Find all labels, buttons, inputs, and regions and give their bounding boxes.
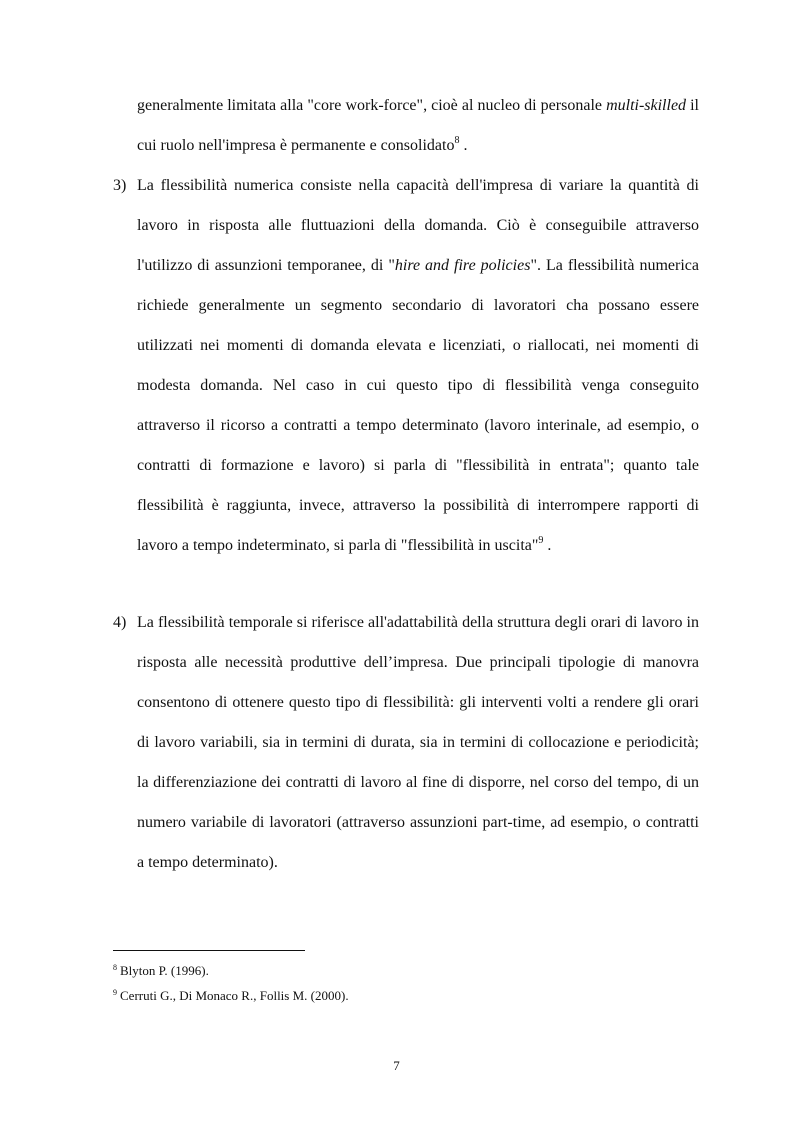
paragraph-text: ". La flessibilità numerica richiede generalmente un segmento secondario di lavoratori cha possano essere utilizzati nei momenti di domanda elevata e licenziati, o riallocati, nei momenti di modesta domanda. Nel caso in cui questo tipo di flessibilità venga conseguito attraverso il ricorso a contratti a tempo determinato (lavoro interinale, ad esempio, o contratti di formazione e lavoro) si parla di "flessibilità in entrata"; quanto tale flessibilità è raggiunta, invece, attraverso la possibilità di interrompere rapporti di lavoro a tempo indeterminato, si parla di "flessibilità in uscita" [137, 257, 700, 554]
list-item-number: 4) [113, 614, 127, 631]
footnote-text: Cerruti G., Di Monaco R., Follis M. (2000). [120, 988, 349, 1003]
footnote-text: Blyton P. (1996). [120, 963, 209, 978]
list-item-number: 3) [113, 177, 127, 194]
page-number: 7 [393, 1058, 400, 1073]
footnotes [113, 958, 699, 1008]
paragraph-text: La flessibilità numerica consiste nella capacità dell'impresa di variare la quantità di lavoro in risposta alle fluttuazioni della domanda. Ciò è conseguibile attraverso l'utilizzo di assunzioni temporanee, di " [137, 177, 699, 274]
footnote-8 [113, 958, 699, 983]
list-item-3 [113, 166, 699, 566]
paragraph-continuation [137, 86, 699, 166]
paragraph-text: . [543, 537, 552, 554]
footnote-9 [113, 983, 699, 1008]
list-item-text: La flessibilità temporale si riferisce all'adattabilità della struttura degli orari di lavoro in risposta alle necessità produttive dell’impresa. Due principali tipologie di manovra consentono di ottenere questo tipo di flessibilità: gli interventi volti a rendere gli orari di lavoro variabili, sia in termini di durata, sia in termini di collocazione e periodicità; la differenziazione dei contratti di lavoro al fine di disporre, nel corso del tempo, di un numero variabile di lavoratori (attraverso assunzioni part-time, ad esempio, o contratti a tempo determinato). [137, 614, 699, 871]
paragraph-text: il cui ruolo nell'impresa è permanente e consolidato [137, 97, 700, 154]
footnote-number: 8 [113, 963, 117, 972]
list-item-4 [113, 603, 699, 883]
footnote-reference-9[interactable]: 9 [538, 535, 544, 546]
list-item-text [137, 166, 699, 566]
footnote-reference-8[interactable]: 8 [454, 135, 460, 146]
emphasis-hire-and-fire: hire and fire policies [394, 257, 531, 274]
emphasis-multi-skilled: multi-skilled [606, 97, 687, 114]
paragraph-text: . [459, 137, 468, 154]
paragraph-text: generalmente limitata alla "core work-force", cioè al nucleo di personale [137, 97, 607, 114]
footnote-divider [113, 950, 305, 951]
footnote-number: 9 [113, 988, 117, 997]
